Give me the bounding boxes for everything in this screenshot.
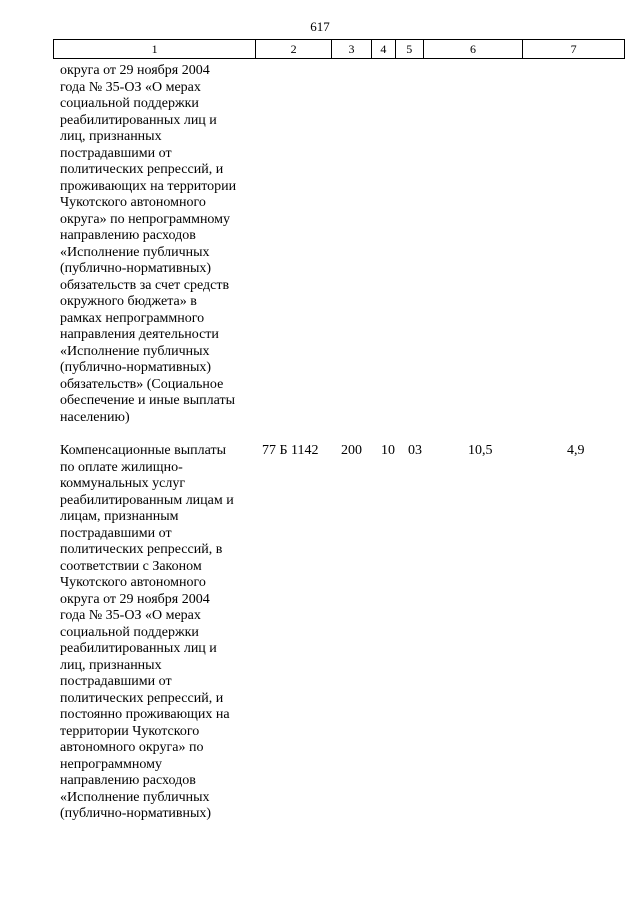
column-number-4: 4 bbox=[372, 40, 396, 58]
column-number-7: 7 bbox=[570, 42, 577, 56]
column-number-2: 2 bbox=[256, 40, 332, 58]
amount-column-7: 4,9 bbox=[567, 443, 585, 458]
page-number: 617 bbox=[310, 19, 330, 34]
table-header-row bbox=[53, 39, 625, 59]
target-article-code: 77 Б 1142 bbox=[262, 443, 319, 458]
subsection-code: 03 bbox=[408, 443, 422, 458]
row-description-compensation: Компенсационные выплаты по оплате жилищно- коммунальных услуг реабилитированным лицам и лицам, признанным пострадавшими от политических репрессий, в соответствии с Законом Чукотского автономного округа от 29 ноября 2004 года № 35-ОЗ «О мерах социальной поддержки реабилитированных лиц и лиц, признанных пострадавшими от политических репрессий, и постоянно проживающих на территории Чукотского автономного округа» по непрограммному направлению расходов «Исполнение публичных (публично-нормативных) bbox=[60, 443, 234, 821]
column-number-1: 1 bbox=[54, 40, 256, 58]
expense-type-code: 200 bbox=[341, 443, 362, 458]
section-code: 10 bbox=[381, 443, 395, 458]
column-number-6: 6 bbox=[424, 40, 524, 58]
column-number-3: 3 bbox=[332, 40, 372, 58]
table-row-values bbox=[53, 443, 625, 460]
amount-column-6: 10,5 bbox=[468, 443, 493, 458]
column-number-5: 5 bbox=[396, 40, 424, 58]
row-description-continued: округа от 29 ноября 2004 года № 35-ОЗ «О мерах социальной поддержки реабилитированных лиц и лиц, признанных пострадавшими от политических репрессий, и проживающих на территории Чукотского автономного округа» по непрограммному направлению расходов «Исполнение публичных (публично-нормативных) обязательств за счет средств окружного бюджета» в рамках непрограммного направления деятельности «Исполнение публичных (публично-нормативных) обязательств» (Социальное обеспечение и иные выплаты населению) bbox=[60, 63, 237, 425]
